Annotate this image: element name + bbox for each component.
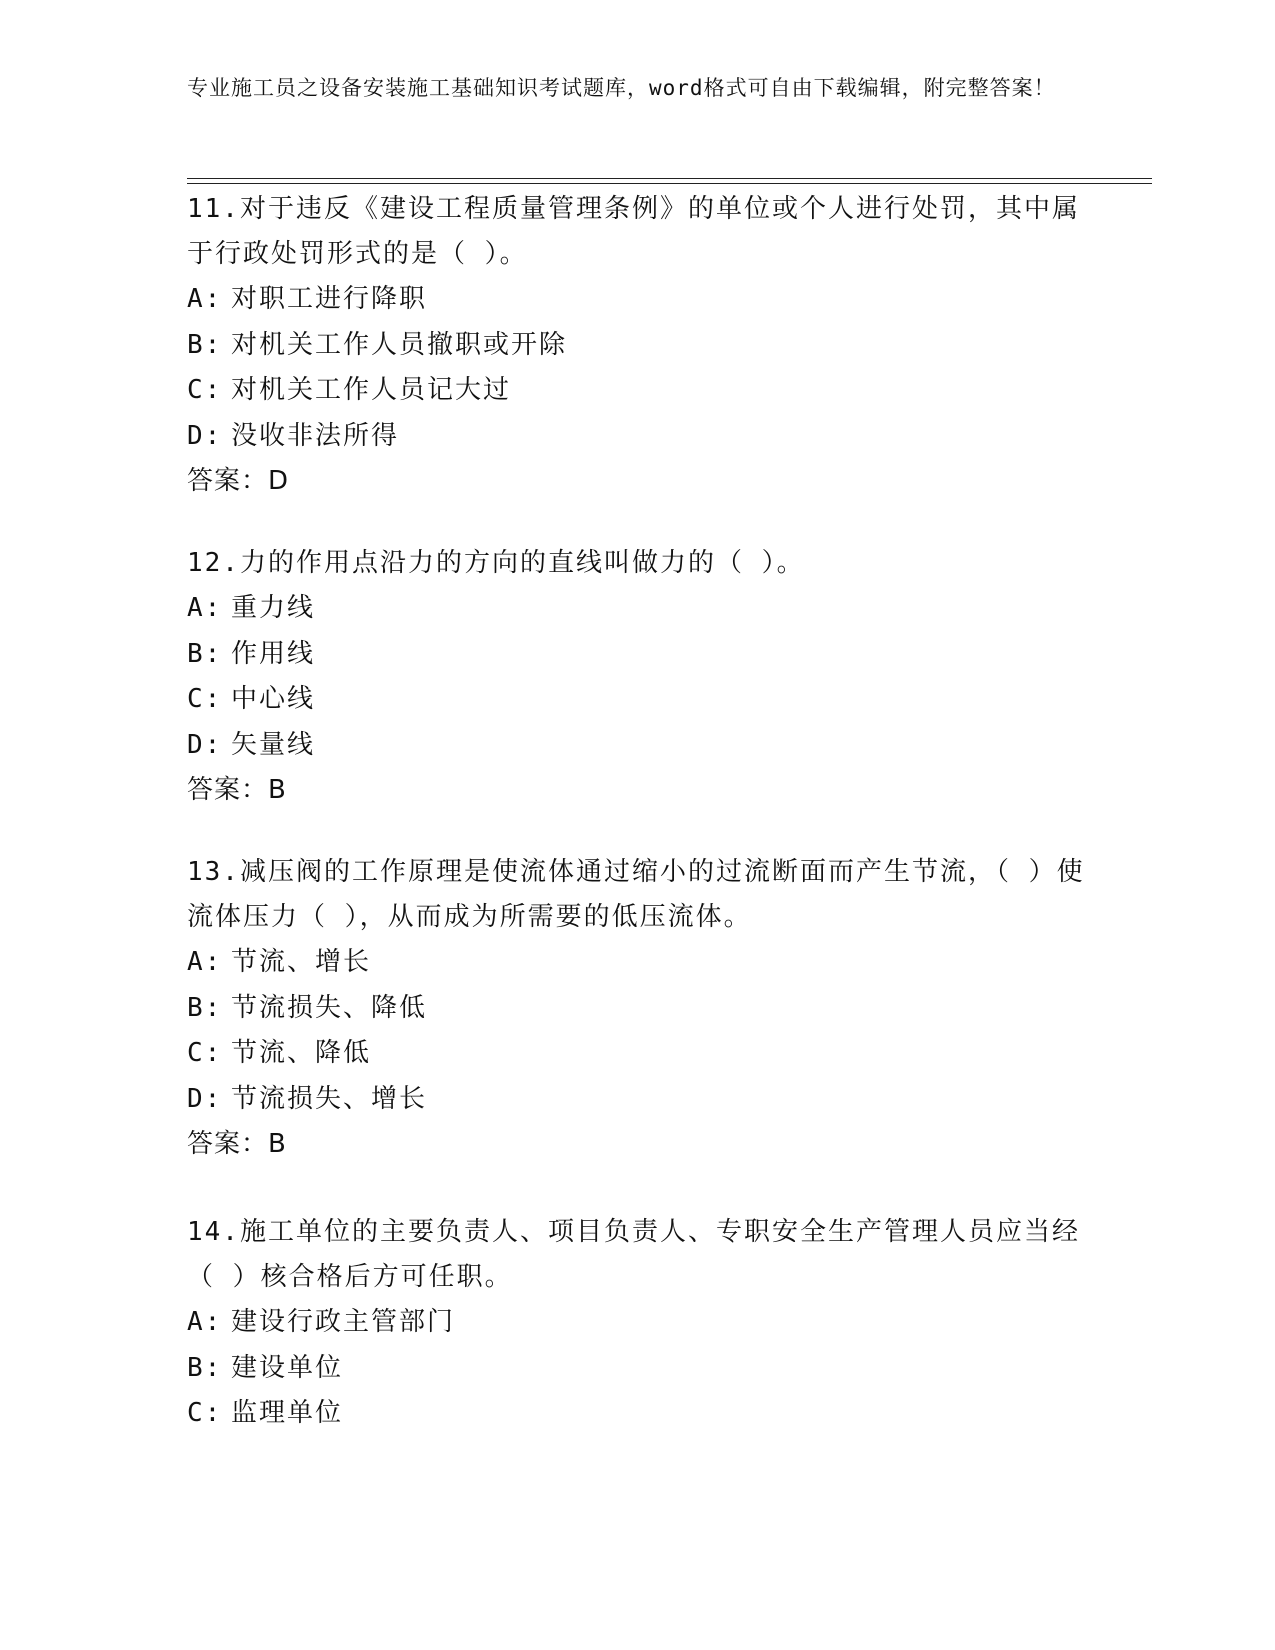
option-key: A: [187,1307,223,1337]
question-stem: 12.力的作用点沿力的方向的直线叫做力的（ ）。 [187,548,805,578]
option-key: C: [187,1038,223,1068]
option-a [187,586,1087,632]
option-b [187,323,1087,369]
option-a [187,1300,1087,1346]
option-b [187,1346,1087,1392]
option-key: B: [187,1352,223,1383]
option-d [187,723,1087,769]
option-text: 节流损失、增长 [231,1083,428,1114]
question-12 [187,541,1087,813]
option-a [187,940,1087,986]
option-c [187,1391,1087,1437]
header-divider-top [187,178,1152,179]
document-header: 专业施工员之设备安装施工基础知识考试题库，word格式可自由下载编辑，附完整答案！ [187,76,1056,100]
option-d [187,1077,1087,1123]
option-text: 节流、降低 [231,1038,372,1068]
question-13 [187,850,1087,1167]
option-key: C: [187,1398,223,1428]
question-stem: 14.施工单位的主要负责人、项目负责人、专职安全生产管理人员应当经（ ）核合格后方可任职。 [187,1217,1080,1292]
option-text: 对职工进行降职 [231,284,428,314]
option-c [187,368,1087,414]
option-key: D: [187,729,223,760]
option-text: 监理单位 [231,1398,344,1428]
option-key: B: [187,992,223,1023]
option-key: B: [187,329,223,360]
option-b [187,986,1087,1032]
question-14 [187,1210,1087,1437]
option-text: 节流损失、降低 [231,992,428,1023]
option-text: 没收非法所得 [231,420,400,451]
option-key: D: [187,1083,223,1114]
option-text: 中心线 [231,684,316,714]
answer-line: 答案：D [187,466,290,496]
option-key: B: [187,638,223,669]
option-text: 对机关工作人员记大过 [231,375,512,405]
option-c [187,1031,1087,1077]
header-divider-bottom [187,183,1152,184]
question-11 [187,187,1087,504]
option-a [187,277,1087,323]
answer-line: 答案：B [187,1129,287,1159]
option-key: C: [187,375,223,405]
question-stem: 13.减压阀的工作原理是使流体通过缩小的过流断面而产生节流，（ ）使流体压力（ ），从而成为所需要的低压流体。 [187,857,1085,932]
option-key: A: [187,284,223,314]
option-text: 节流、增长 [231,947,372,977]
option-text: 作用线 [231,638,316,669]
option-text: 重力线 [231,593,316,623]
answer-line: 答案：B [187,775,287,805]
option-c [187,677,1087,723]
option-key: C: [187,684,223,714]
option-text: 建设行政主管部门 [231,1307,456,1337]
option-b [187,632,1087,678]
option-text: 对机关工作人员撤职或开除 [231,329,568,360]
option-text: 建设单位 [231,1352,344,1383]
option-key: A: [187,947,223,977]
option-key: A: [187,593,223,623]
option-key: D: [187,420,223,451]
option-text: 矢量线 [231,729,316,760]
question-stem: 11.对于违反《建设工程质量管理条例》的单位或个人进行处罚，其中属于行政处罚形式的是（ ）。 [187,194,1080,269]
option-d [187,414,1087,460]
